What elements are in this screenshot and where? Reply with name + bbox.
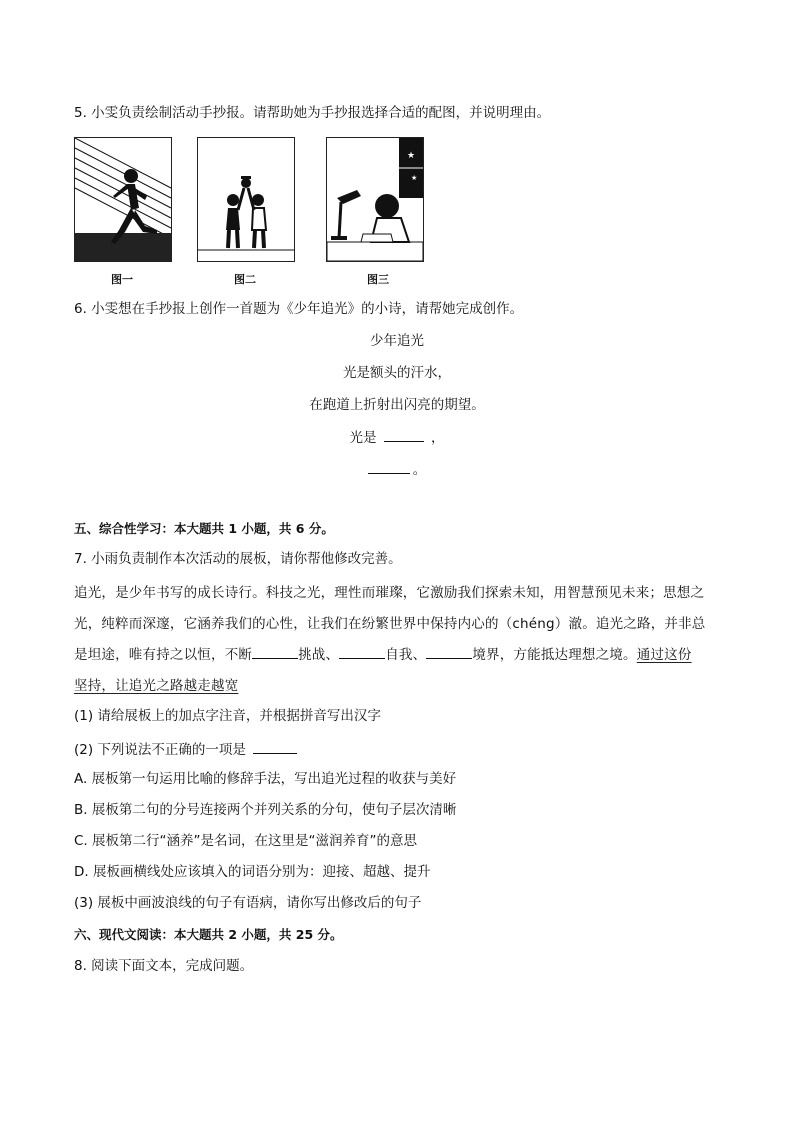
poem-title: 少年追光 (370, 333, 424, 349)
figure-1-image (74, 137, 172, 262)
poem-line-3-suffix: ， (431, 430, 445, 446)
board-line-2: 光，纯粹而深邃，它涵养我们的心性，让我们在纷繁世界中保持内心的（chéng）澈。追光之路，并非总 (74, 616, 706, 632)
section-6-header (74, 926, 343, 944)
section-5-header (74, 520, 334, 538)
sub-question-2-blank[interactable] (253, 739, 297, 754)
sub-question-3: (3) 展板中画波浪线的句子有语病，请你写出修改后的句子 (74, 895, 422, 911)
poem-line-4 (0, 459, 794, 479)
option-d: D. 展板画横线处应该填入的词语分别为：迎接、超越、提升 (74, 864, 431, 880)
figure-1-caption: 图一 (111, 273, 133, 286)
section-5-title: 五、综合性学习： (74, 521, 175, 536)
svg-text:★: ★ (407, 151, 416, 161)
option-b: B. 展板第二句的分号连接两个并列关系的分句，使句子层次清晰 (74, 802, 457, 818)
figure-2-image (197, 137, 295, 262)
poem-blank-2[interactable] (368, 459, 410, 474)
option-a: A. 展板第一句运用比喻的修辞手法，写出追光过程的收获与美好 (74, 771, 457, 787)
board-wavy-sentence-end: 坚持，让追光之路越走越宽 (74, 678, 239, 694)
question-5: 5. 小雯负责绘制活动手抄报。请帮助她为手抄报选择合适的配图，并说明理由。 (74, 105, 551, 121)
poem-line-1: 光是额头的汗水， (343, 365, 451, 381)
question-6: 6. 小雯想在手抄报上创作一首题为《少年追光》的小诗，请帮她完成创作。 (74, 301, 524, 317)
section-6-desc: 本大题共 2 小题，共 25 分。 (174, 927, 343, 942)
sub-question-1: (1) 请给展板上的加点字注音，并根据拼音写出汉字 (74, 708, 381, 724)
board-line-3-c: 自我、 (385, 647, 427, 663)
figure-3-image (326, 137, 424, 262)
figure-3-caption: 图三 (367, 273, 389, 286)
studying-girl-illustration (327, 138, 423, 261)
board-line-3-a: 是坦途，唯有持之以恒，不断 (74, 647, 253, 663)
option-c: C. 展板第二行“涵养”是名词，在这里是“滋润养育”的意思 (74, 833, 417, 849)
sub-question-2-text: (2) 下列说法不正确的一项是 (74, 742, 246, 758)
board-blank-2[interactable] (339, 644, 385, 659)
board-line-3 (74, 640, 722, 671)
display-board-text (74, 578, 722, 702)
poem-line-3 (0, 427, 794, 447)
figure-2-caption: 图二 (234, 273, 256, 286)
board-wavy-sentence-start: 通过这份 (636, 647, 692, 663)
sub-question-2 (74, 739, 297, 759)
lifting-trophy-illustration (198, 138, 294, 261)
runner-illustration (75, 138, 171, 261)
board-blank-1[interactable] (252, 644, 298, 659)
svg-text:★: ★ (411, 174, 418, 182)
board-line-3-b: 挑战、 (298, 647, 340, 663)
poem-line-4-suffix: 。 (412, 462, 427, 478)
section-5-desc: 本大题共 1 小题，共 6 分。 (174, 521, 334, 536)
board-line-1: 追光，是少年书写的成长诗行。科技之光，理性而璀璨，它激励我们探索未知，用智慧预见未来；思想之 (74, 585, 705, 601)
poem-line-3-prefix: 光是 (349, 430, 377, 446)
poem-line-2: 在跑道上折射出闪亮的期望。 (309, 397, 485, 413)
board-line-3-d: 境界，方能抵达理想之境。 (472, 647, 637, 663)
poem-blank-1[interactable] (384, 427, 424, 442)
question-7: 7. 小雨负责制作本次活动的展板，请你帮他修改完善。 (74, 551, 402, 567)
section-6-title: 六、现代文阅读： (74, 927, 175, 942)
board-blank-3[interactable] (426, 644, 472, 659)
board-line-4 (74, 671, 722, 702)
question-8: 8. 阅读下面文本，完成问题。 (74, 958, 254, 974)
